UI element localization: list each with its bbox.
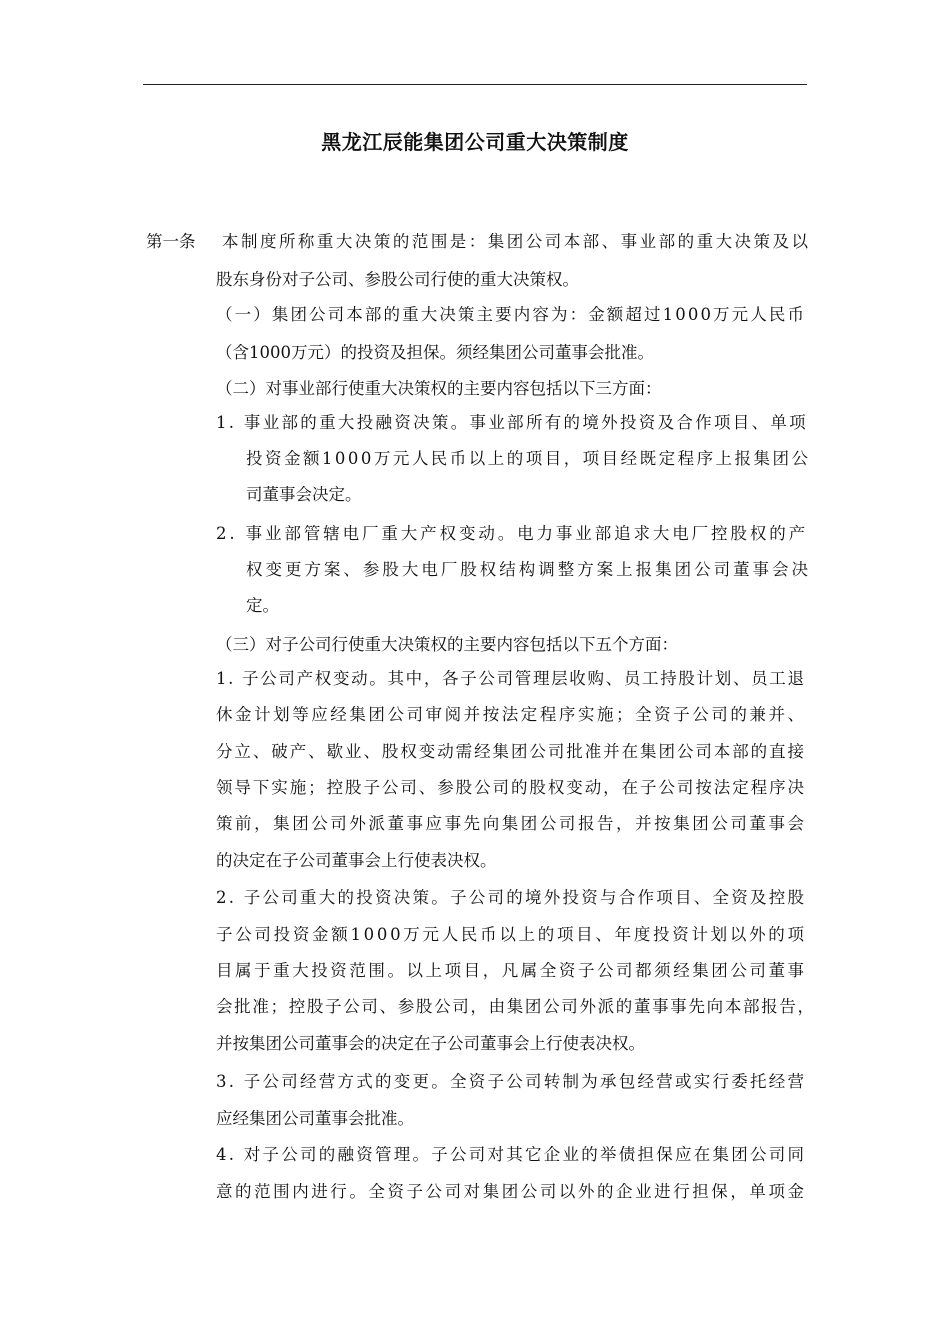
text-line: 4. 对子公司的融资管理。子公司对其它企业的举债担保应在集团公司同 xyxy=(216,1145,807,1164)
document-title: 黑龙江辰能集团公司重大决策制度 xyxy=(321,130,629,154)
text-line: 会批准；控股子公司、参股公司，由集团公司外派的董事事先向本部报告， xyxy=(216,997,816,1016)
text-line: 的决定在子公司董事会上行使表决权。 xyxy=(216,851,497,870)
text-line: 1. 事业部的重大投融资决策。事业部所有的境外投资及合作项目、单项 xyxy=(216,413,808,432)
text-line: 3. 子公司经营方式的变更。全资子公司转制为承包经营或实行委托经营 xyxy=(216,1072,807,1091)
text-line: （含1000万元）的投资及担保。须经集团公司董事会批准。 xyxy=(216,343,654,362)
text-line: 并按集团公司董事会的决定在子公司董事会上行使表决权。 xyxy=(216,1034,645,1053)
text-line: （二）对事业部行使重大决策权的主要内容包括以下三方面： xyxy=(216,379,662,398)
text-line: 2. 事业部管辖电厂重大产权变动。电力事业部追求大电厂控股权的产 xyxy=(216,524,808,543)
text-line: 领导下实施；控股子公司、参股公司的股权变动，在子公司按法定程序决 xyxy=(216,778,806,797)
text-line: 本制度所称重大决策的范围是：集团公司本部、事业部的重大决策及以 xyxy=(222,232,811,251)
text-line: 子公司投资金额1000万元人民币以上的项目、年度投资计划以外的项 xyxy=(216,925,807,944)
text-line: 投资金额1000万元人民币以上的项目，项目经既定程序上报集团公 xyxy=(246,449,811,468)
article-label: 第一条 xyxy=(146,232,196,251)
text-line: 股东身份对子公司、参股公司行使的重大决策权。 xyxy=(216,270,579,289)
text-line: 分立、破产、歇业、股权变动需经集团公司批准并在集团公司本部的直接 xyxy=(216,742,806,761)
text-line: 应经集团公司董事会批准。 xyxy=(216,1109,414,1128)
text-line: 定。 xyxy=(246,596,279,615)
text-line: 司董事会决定。 xyxy=(246,485,362,504)
text-line: 意的范围内进行。全资子公司对集团公司以外的企业进行担保，单项金 xyxy=(216,1182,807,1201)
text-line: 1. 子公司产权变动。其中，各子公司管理层收购、员工持股计划、员工退 xyxy=(216,669,806,688)
header-rule xyxy=(143,84,807,85)
text-line: 策前，集团公司外派董事应事先向集团公司报告，并按集团公司董事会 xyxy=(216,814,807,833)
text-line: 休金计划等应经集团公司审阅并按法定程序实施；全资子公司的兼并、 xyxy=(216,705,807,724)
text-line: （三）对子公司行使重大决策权的主要内容包括以下五个方面： xyxy=(216,635,678,654)
text-line: 权变更方案、参股大电厂股权结构调整方案上报集团公司董事会决 xyxy=(246,560,811,579)
text-line: （一）集团公司本部的重大决策主要内容为：金额超过1000万元人民币 xyxy=(216,305,807,324)
text-line: 目属于重大投资范围。以上项目，凡属全资子公司都须经集团公司董事 xyxy=(216,961,807,980)
text-line: 2. 子公司重大的投资决策。子公司的境外投资与合作项目、全资及控股 xyxy=(216,888,807,907)
